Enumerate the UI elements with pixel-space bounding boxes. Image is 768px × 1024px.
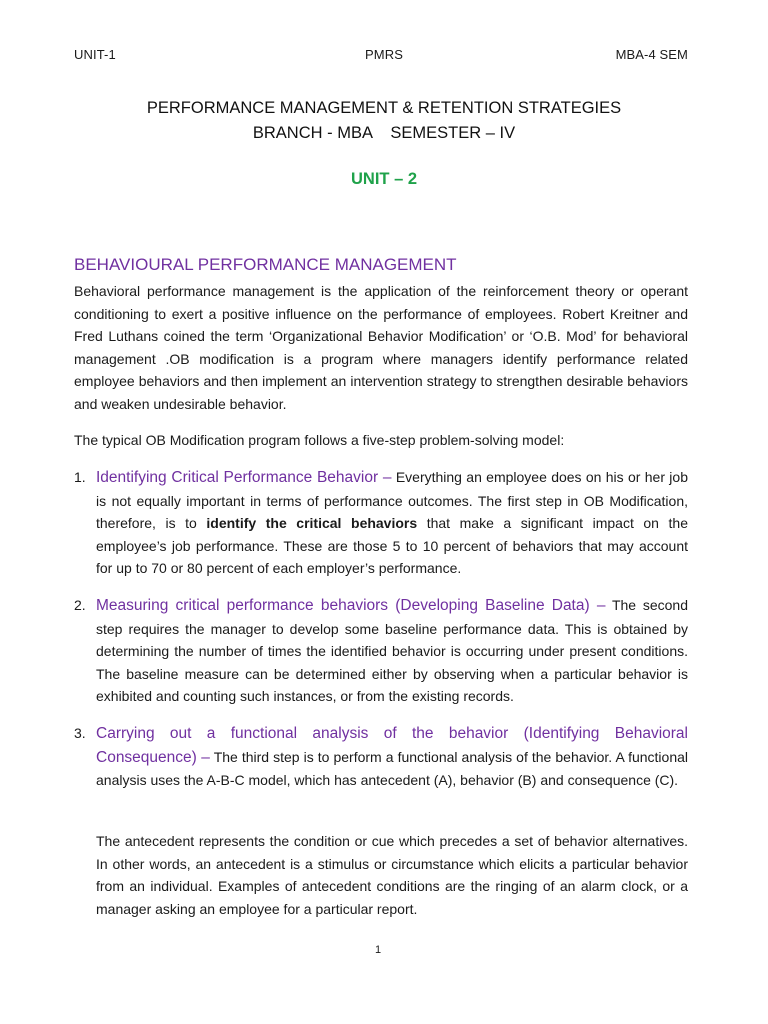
title-line-1: PERFORMANCE MANAGEMENT & RETENTION STRATEGIES: [146, 99, 622, 117]
list-item: [74, 594, 688, 708]
list-item: [74, 466, 688, 580]
header-subject-code: PMRS: [365, 47, 403, 62]
list-item-body: [96, 466, 688, 580]
list-item-text: Everything an employee does on his or her job is not equally important in terms of performance outcomes. The first step in OB Modification, therefore, is to: [96, 469, 688, 532]
list-item-number: 1.: [74, 469, 86, 485]
list-item-text: The second step requires the manager to develop some baseline performance data. This is obtained by determining the number of times the identified behavior is occurring under present conditions. The baseline measure can be determined either by observing when a particular behavior is exhibited and counting such instances, or from the existing records.: [96, 597, 688, 705]
list-item-text: The third step is to perform a functional analysis of the behavior. A functional analysis uses the A-B-C model, which has antecedent (A), behavior (B) and consequence (C).: [96, 748, 688, 789]
unit-heading: UNIT – 2: [350, 170, 418, 188]
list-item-heading: Identifying Critical Performance Behavior –: [96, 469, 392, 486]
list-item-bold-text: identify the critical behaviors: [206, 515, 418, 532]
list-item-number: 3.: [74, 725, 86, 741]
document-title: [0, 96, 768, 146]
page-number: 1: [374, 944, 382, 956]
section-heading: BEHAVIOURAL PERFORMANCE MANAGEMENT: [74, 255, 457, 274]
header-unit-label: UNIT-1: [74, 47, 116, 62]
intro-paragraph: Behavioral performance management is the application of the reinforcement theory or operant conditioning to exert a positive influence on the performance of employees. Robert Kreitner and Fred Luthans coined the term ‘Organizational Behavior Modification’ or ‘O.B. Mod’ for behavioral management .OB modification is a program where managers identify performance related employee behaviors and then implement an intervention strategy to strengthen desirable behaviors and weaken undesirable behavior.: [74, 283, 688, 412]
title-line-2: BRANCH - MBA SEMESTER – IV: [252, 124, 516, 142]
list-item-number: 2.: [74, 597, 86, 613]
list-item-body: [96, 722, 688, 792]
list-item-text-continued: that make a significant impact on the employee’s job performance. These are those 5 to 10 percent of behaviors that may account for up to 70 or 80 percent of each employer’s performance.: [96, 515, 688, 577]
list-item-heading: Carrying out a functional analysis of the behavior (Identifying Behavioral Consequence) –: [96, 725, 688, 766]
antecedent-paragraph: The antecedent represents the condition or cue which precedes a set of behavior alternatives. In other words, an antecedent is a stimulus or circumstance which elicits a particular behavior from an individual. Examples of antecedent conditions are the ringing of an alarm clock, or a manager asking an employee for a particular report.: [96, 833, 688, 917]
list-item: [74, 722, 688, 792]
header-course-semester: MBA-4 SEM: [615, 47, 688, 62]
list-item-heading: Measuring critical performance behaviors (Developing Baseline Data) –: [96, 597, 606, 614]
model-paragraph: The typical OB Modification program follows a five-step problem-solving model:: [74, 432, 565, 448]
list-item-body: [96, 594, 688, 708]
